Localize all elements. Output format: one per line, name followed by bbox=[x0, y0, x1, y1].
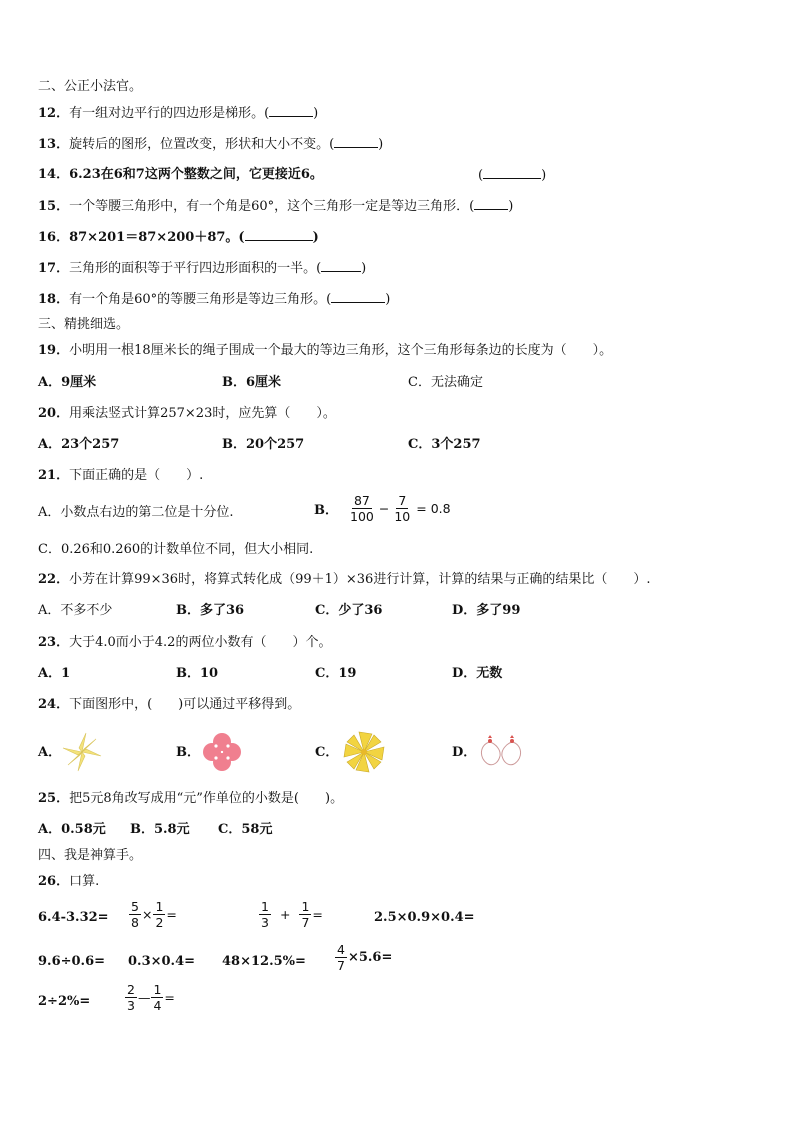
expression-7: 48×12.5%= bbox=[222, 954, 306, 969]
option-c[interactable]: C．19 bbox=[315, 666, 357, 681]
option-c[interactable]: C．少了36 bbox=[315, 603, 383, 618]
denominator: 4 bbox=[153, 998, 162, 1013]
question-text: 有一个角是60°的等腰三角形是等边三角形。( bbox=[69, 292, 332, 307]
question-text: 三角形的面积等于平行四边形面积的一半。( bbox=[69, 261, 322, 276]
question-text: 6.23在6和7这两个整数之间，它更接近6。 bbox=[69, 167, 323, 182]
question-text: 下面图形中，( )可以通过平移得到。 bbox=[69, 697, 301, 712]
question-number: 24． bbox=[38, 697, 70, 712]
question-number: 15． bbox=[38, 199, 70, 214]
numerator: 87 bbox=[353, 493, 370, 508]
equals-sign: = bbox=[166, 907, 177, 922]
question-number: 21． bbox=[38, 468, 70, 483]
paren-close: ) bbox=[541, 168, 547, 183]
expression-10 bbox=[124, 982, 175, 1013]
question-text: 一个等腰三角形中，有一个角是60°，这个三角形一定是等边三角形．( bbox=[69, 199, 475, 214]
option-d[interactable]: D．多了99 bbox=[452, 603, 521, 618]
answer-blank[interactable] bbox=[474, 197, 508, 210]
option-a[interactable]: A． bbox=[38, 745, 62, 760]
option-c[interactable]: C．58元 bbox=[218, 822, 273, 837]
answer-blank[interactable] bbox=[269, 104, 313, 117]
question-number: 16． bbox=[38, 230, 70, 245]
question-number: 19． bbox=[38, 343, 70, 358]
question-22 bbox=[38, 571, 650, 589]
numerator: 7 bbox=[398, 493, 407, 508]
operator: + bbox=[279, 907, 291, 922]
question-16 bbox=[38, 228, 319, 247]
question-14-answer bbox=[478, 166, 546, 185]
denominator: 100 bbox=[350, 509, 374, 524]
question-17 bbox=[38, 259, 366, 278]
numerator: 2 bbox=[127, 982, 135, 997]
expression-3 bbox=[258, 899, 323, 930]
question-text: 旋转后的图形，位置改变，形状和大小不变。( bbox=[69, 137, 335, 152]
option-b[interactable]: B．20个257 bbox=[222, 437, 305, 452]
question-text: 小明用一根18厘米长的绳子围成一个最大的等边三角形，这个三角形每条边的长度为（ ）。 bbox=[69, 343, 613, 358]
equals-sign: = bbox=[164, 990, 175, 1005]
denominator: 7 bbox=[337, 958, 345, 973]
expression-1: 6.4-3.32= bbox=[38, 910, 109, 925]
question-21 bbox=[38, 467, 203, 485]
denominator: 3 bbox=[127, 998, 135, 1013]
question-text: 用乘法竖式计算257×23时，应先算（ ）。 bbox=[69, 406, 336, 421]
option-label: B． bbox=[314, 503, 338, 518]
option-a[interactable]: A．9厘米 bbox=[38, 375, 97, 390]
denominator: 7 bbox=[301, 915, 310, 930]
fraction bbox=[335, 942, 347, 973]
question-text: 大于4.0而小于4.2的两位小数有（ ）个。 bbox=[69, 635, 332, 650]
birds-icon bbox=[476, 734, 526, 770]
option-b[interactable]: B．6厘米 bbox=[222, 375, 282, 390]
paren-close: ) bbox=[312, 230, 319, 245]
question-15 bbox=[38, 197, 513, 216]
question-number: 18． bbox=[38, 292, 70, 307]
question-text: 小芳在计算99×36时，将算式转化成（99＋1）×36进行计算，计算的结果与正确的结果比（ ）. bbox=[69, 572, 651, 587]
paren-close: ) bbox=[378, 137, 384, 152]
question-number: 13． bbox=[38, 137, 70, 152]
fraction bbox=[259, 899, 271, 930]
fraction bbox=[125, 982, 137, 1013]
fraction bbox=[392, 493, 412, 524]
question-text: 有一组对边平行的四边形是梯形。( bbox=[69, 106, 270, 121]
expression-5: 9.6÷0.6= bbox=[38, 954, 106, 969]
option-d[interactable]: D． bbox=[452, 745, 477, 760]
question-13 bbox=[38, 135, 383, 154]
paren-open: ( bbox=[478, 168, 484, 183]
expression-6: 0.3×0.4= bbox=[128, 954, 196, 969]
question-number: 14． bbox=[38, 167, 70, 182]
sun-pinwheel-icon bbox=[342, 730, 386, 774]
expression-rest: ×5.6= bbox=[347, 950, 393, 965]
question-number: 20． bbox=[38, 406, 70, 421]
option-b[interactable]: B． bbox=[176, 745, 200, 760]
expression-4: 2.5×0.9×0.4= bbox=[374, 910, 475, 925]
expression-2 bbox=[128, 899, 177, 930]
option-b[interactable] bbox=[314, 493, 451, 524]
paren-close: ) bbox=[508, 199, 514, 214]
question-text: 下面正确的是（ ）. bbox=[69, 468, 204, 483]
option-b[interactable]: B．5.8元 bbox=[130, 822, 190, 837]
question-25 bbox=[38, 790, 343, 808]
question-24 bbox=[38, 696, 300, 714]
paren-close: ) bbox=[313, 106, 319, 121]
section-title-4: 四、我是神算手。 bbox=[38, 848, 143, 863]
paren-close: ) bbox=[385, 292, 391, 307]
numerator: 5 bbox=[131, 899, 139, 914]
fraction bbox=[153, 899, 165, 930]
answer-blank[interactable] bbox=[334, 135, 378, 148]
question-12 bbox=[38, 104, 318, 123]
expression-9: 2÷2%= bbox=[38, 994, 91, 1009]
minus-sign: − bbox=[378, 501, 390, 516]
question-20 bbox=[38, 405, 336, 423]
flower-icon bbox=[200, 730, 244, 774]
question-18 bbox=[38, 290, 390, 309]
option-a[interactable]: A．不多不少 bbox=[38, 603, 113, 618]
fraction bbox=[129, 899, 141, 930]
answer-blank[interactable] bbox=[483, 166, 541, 179]
numerator: 4 bbox=[337, 942, 345, 957]
operator: × bbox=[141, 907, 153, 922]
option-c[interactable]: C．0.26和0.260的计数单位不同，但大小相同. bbox=[38, 542, 314, 557]
fraction bbox=[151, 982, 163, 1013]
question-number: 22． bbox=[38, 572, 70, 587]
numerator: 1 bbox=[153, 982, 162, 997]
paren-close: ) bbox=[361, 261, 367, 276]
option-a[interactable]: A．小数点右边的第二位是十分位. bbox=[38, 505, 234, 520]
option-a[interactable]: A．1 bbox=[38, 666, 71, 681]
question-number: 23． bbox=[38, 635, 70, 650]
option-c[interactable]: C．3个257 bbox=[408, 437, 481, 452]
question-number: 17． bbox=[38, 261, 70, 276]
denominator: 2 bbox=[155, 915, 164, 930]
option-b[interactable]: B．10 bbox=[176, 666, 219, 681]
question-text: 87×201＝87×200＋87。( bbox=[69, 230, 245, 245]
option-c[interactable]: C．无法确定 bbox=[408, 375, 483, 390]
denominator: 8 bbox=[131, 915, 139, 930]
option-c[interactable]: C． bbox=[315, 745, 339, 760]
question-number: 12． bbox=[38, 106, 70, 121]
question-26 bbox=[38, 873, 99, 891]
question-text: 把5元8角改写成用“元”作单位的小数是( )。 bbox=[69, 791, 344, 806]
answer-blank[interactable] bbox=[245, 228, 313, 241]
option-a[interactable]: A．0.58元 bbox=[38, 822, 106, 837]
fraction bbox=[299, 899, 311, 930]
question-23 bbox=[38, 634, 331, 652]
option-a[interactable]: A．23个257 bbox=[38, 437, 120, 452]
equals-sign: = bbox=[312, 907, 323, 922]
question-14 bbox=[38, 166, 323, 184]
answer-blank[interactable] bbox=[321, 259, 361, 272]
pinwheel-icon bbox=[60, 730, 104, 774]
option-d[interactable]: D．无数 bbox=[452, 666, 503, 681]
operator: — bbox=[137, 990, 151, 1005]
option-b[interactable]: B．多了36 bbox=[176, 603, 245, 618]
numerator: 1 bbox=[301, 899, 310, 914]
denominator: 3 bbox=[261, 915, 269, 930]
denominator: 10 bbox=[394, 509, 411, 524]
section-title-3: 三、精挑细选。 bbox=[38, 317, 130, 332]
equation-rest: = 0.8 bbox=[416, 501, 451, 516]
numerator: 1 bbox=[261, 899, 269, 914]
question-number: 25． bbox=[38, 791, 70, 806]
answer-blank[interactable] bbox=[331, 290, 385, 303]
numerator: 1 bbox=[155, 899, 164, 914]
question-number: 26． bbox=[38, 874, 70, 889]
question-text: 口算. bbox=[69, 874, 100, 889]
section-title-2: 二、公正小法官。 bbox=[38, 79, 143, 94]
question-19 bbox=[38, 342, 612, 360]
fraction bbox=[348, 493, 376, 524]
expression-8 bbox=[334, 942, 392, 973]
